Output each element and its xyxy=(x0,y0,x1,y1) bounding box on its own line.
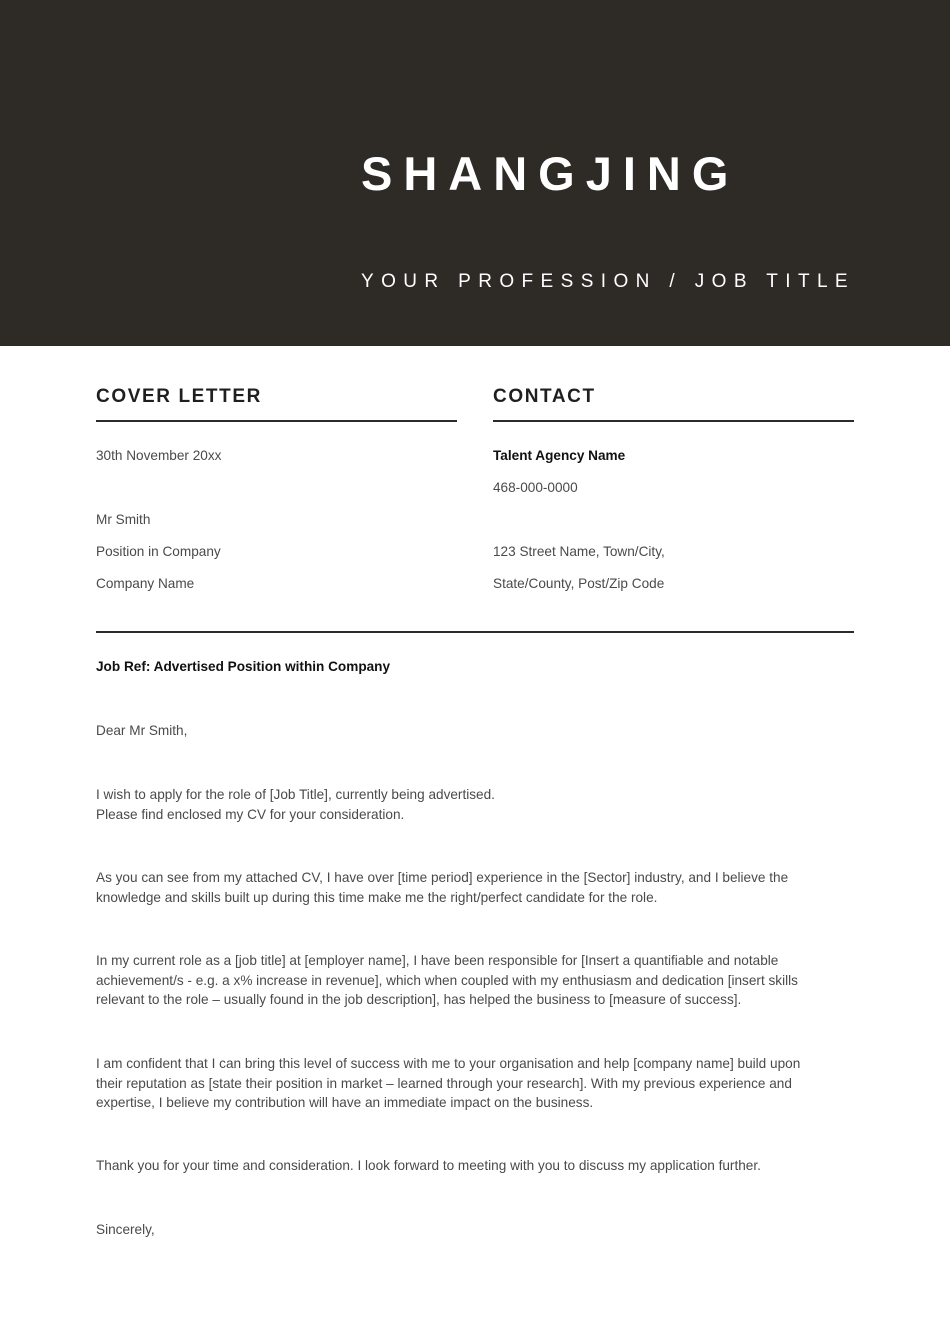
section-divider xyxy=(96,631,854,633)
job-reference: Job Ref: Advertised Position within Company xyxy=(96,659,391,674)
job-title: YOUR PROFESSION / JOB TITLE xyxy=(361,271,856,292)
header-banner xyxy=(0,0,950,346)
applicant-name: SHANGJING xyxy=(361,147,740,200)
address-line-1: 123 Street Name, Town/City, xyxy=(493,544,665,559)
contact-heading: CONTACT xyxy=(493,386,596,407)
phone-number: 468-000-0000 xyxy=(493,480,578,495)
cover-letter-rule xyxy=(96,420,457,422)
letter-paragraph: In my current role as a [job title] at [employer name], I have been responsible for [Insert a quantifiable and notable achievement/s - e.g. a x% increase in revenue], which when coupled with my enthusiasm and dedication [insert skills relevant to the role – usually found in the job description], has helped the business to [measure of success]. xyxy=(96,953,798,1007)
salutation: Dear Mr Smith, xyxy=(96,723,188,738)
letter-paragraph: I wish to apply for the role of [Job Title], currently being advertised. Please find enclosed my CV for your consideration. xyxy=(96,787,495,822)
contact-rule xyxy=(493,420,854,422)
closing: Sincerely, xyxy=(96,1222,155,1237)
recipient-name: Mr Smith xyxy=(96,512,151,527)
letter-date: 30th November 20xx xyxy=(96,448,222,463)
recipient-position: Position in Company xyxy=(96,544,221,559)
address-line-2: State/County, Post/Zip Code xyxy=(493,576,665,591)
agency-name: Talent Agency Name xyxy=(493,448,626,463)
letter-paragraph: I am confident that I can bring this level of success with me to your organisation and help [company name] build upon their reputation as [state their position in market – learned through your research]. With my previous experience and expertise, I believe my contribution will have an immediate impact on the business. xyxy=(96,1056,801,1110)
recipient-company: Company Name xyxy=(96,576,195,591)
cover-letter-heading: COVER LETTER xyxy=(96,386,262,407)
letter-paragraph: Thank you for your time and consideration. I look forward to meeting with you to discuss my application further. xyxy=(96,1158,761,1173)
letter-paragraph: As you can see from my attached CV, I have over [time period] experience in the [Sector] industry, and I believe the knowledge and skills built up during this time make me the right/perfect candidate for the role. xyxy=(96,870,789,905)
